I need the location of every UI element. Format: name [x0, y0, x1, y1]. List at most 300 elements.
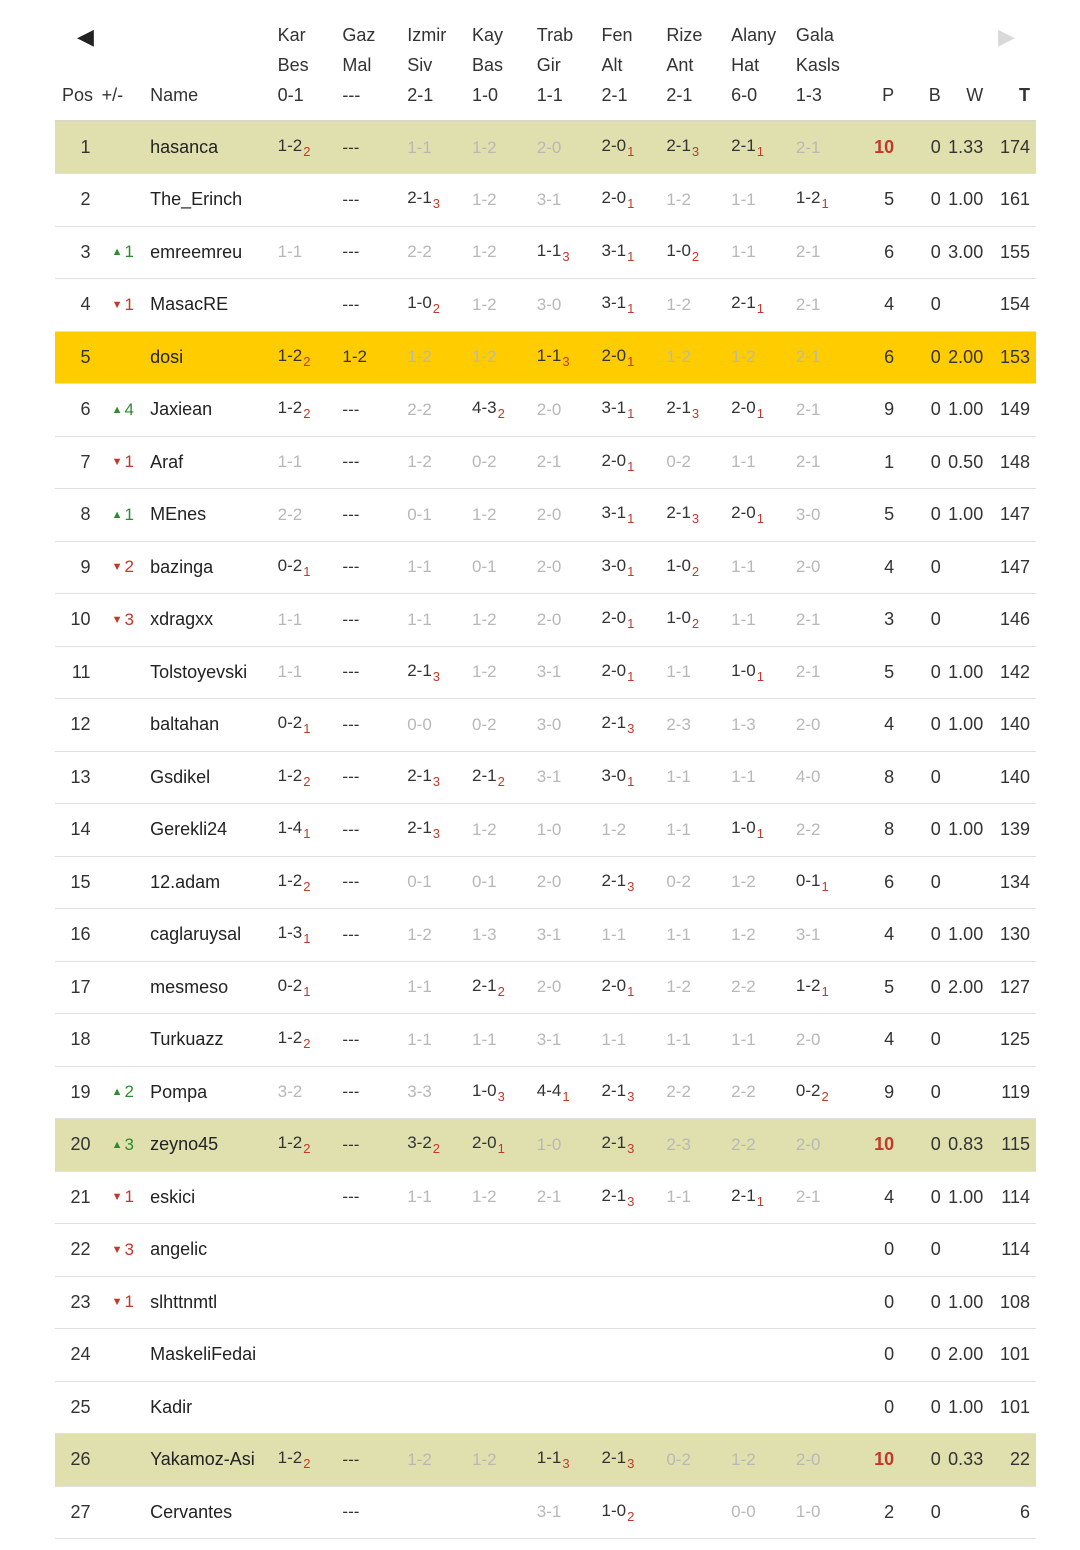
points-cell: 8 — [884, 766, 895, 787]
prediction-cell — [662, 1119, 727, 1172]
prediction-cell — [598, 751, 663, 804]
total-cell: 127 — [999, 976, 1030, 997]
bonus-cell: 0 — [930, 451, 941, 472]
position-cell: 9 — [80, 556, 91, 577]
table-row[interactable] — [55, 331, 1036, 384]
prediction-score: 2-1 — [666, 398, 691, 418]
prediction-score: 2-0 — [731, 398, 756, 418]
player-name[interactable]: Gsdikel — [150, 766, 211, 787]
points-cell: 2 — [884, 1501, 895, 1522]
prediction-cell — [598, 279, 663, 332]
match-header-line: 1-0 — [471, 85, 498, 105]
prediction-points: 1 — [562, 1088, 570, 1104]
prediction-cell — [727, 594, 792, 647]
position-cell: 27 — [70, 1501, 91, 1522]
prediction-points: 3 — [432, 668, 441, 684]
table-row[interactable] — [55, 1014, 1036, 1067]
prediction-cell — [727, 961, 792, 1014]
prediction-cell — [338, 384, 403, 437]
weekly-cell — [945, 856, 985, 909]
prediction-cell — [338, 856, 403, 909]
table-row[interactable] — [55, 1066, 1036, 1119]
prediction-cell — [468, 436, 533, 489]
prediction-score: 2-1 — [407, 188, 432, 208]
prediction-cell — [727, 489, 792, 542]
prediction-cell — [662, 541, 727, 594]
prediction-score: 3-1 — [601, 240, 627, 260]
prediction-cell — [274, 856, 339, 909]
rank-change-cell — [102, 909, 147, 962]
prediction-cell — [403, 1171, 468, 1224]
prediction-points: 2 — [627, 1508, 635, 1524]
match-header-line: 1-1 — [536, 85, 563, 105]
player-name[interactable]: Pompa — [150, 1081, 208, 1102]
position-cell: 21 — [70, 1186, 91, 1207]
weekly-cell: 2.00 — [948, 346, 984, 367]
player-name[interactable]: zeyno45 — [150, 1134, 219, 1155]
prediction-cell — [792, 279, 857, 332]
total-cell: 154 — [999, 294, 1030, 315]
weekly-cell — [945, 751, 985, 804]
player-name[interactable]: caglaruysal — [150, 924, 242, 945]
prediction-score: 2-1 — [795, 399, 821, 419]
match-header[interactable] — [792, 20, 857, 121]
weekly-header[interactable]: W — [966, 85, 984, 105]
prediction-score: 1-1 — [407, 1187, 432, 1207]
prediction-score: 1-1 — [536, 345, 562, 365]
position-cell: 13 — [70, 766, 91, 787]
match-header[interactable] — [403, 20, 468, 121]
prediction-cell — [598, 1329, 663, 1382]
prediction-cell — [403, 331, 468, 384]
points-header[interactable]: P — [882, 85, 895, 105]
prediction-cell — [403, 489, 468, 542]
prediction-cell — [533, 1119, 598, 1172]
prediction-cell — [533, 804, 598, 857]
prediction-score: 2-2 — [277, 504, 303, 524]
prediction-cell — [338, 174, 403, 227]
table-row[interactable] — [55, 384, 1036, 437]
table-row[interactable] — [55, 174, 1036, 227]
pos-header[interactable]: Pos — [62, 85, 94, 105]
player-name[interactable]: dosi — [150, 346, 184, 367]
prediction-score: 2-1 — [795, 294, 821, 314]
arrow-down-icon: ▼ — [111, 561, 123, 574]
prediction-cell — [338, 1014, 403, 1067]
player-name[interactable]: Cervantes — [150, 1501, 233, 1522]
prediction-points: 3 — [432, 826, 441, 842]
position-cell: 16 — [70, 924, 91, 945]
table-row[interactable] — [55, 1329, 1036, 1382]
prediction-cell — [468, 1434, 533, 1487]
weekly-cell — [945, 594, 985, 647]
prediction-score: --- — [342, 924, 360, 944]
points-cell: 5 — [884, 661, 895, 682]
prediction-points: 1 — [627, 458, 635, 474]
weekly-cell: 1.00 — [948, 399, 984, 420]
points-cell: 9 — [884, 1081, 895, 1102]
prediction-score: 1-0 — [666, 240, 691, 260]
prediction-points: 1 — [756, 511, 764, 527]
table-row[interactable] — [55, 226, 1036, 279]
next-arrow-icon[interactable]: ▶ — [998, 24, 1015, 49]
position-cell: 5 — [80, 346, 91, 367]
prediction-cell — [338, 1381, 403, 1434]
prediction-cell — [403, 541, 468, 594]
table-row[interactable] — [55, 1486, 1036, 1539]
match-header-line: Kasls — [795, 55, 840, 75]
rank-change-value: 1 — [124, 294, 134, 314]
player-name[interactable]: mesmeso — [150, 976, 229, 997]
prediction-cell — [403, 751, 468, 804]
rank-change-cell — [102, 121, 147, 174]
prediction-cell — [598, 646, 663, 699]
total-cell: 148 — [999, 451, 1030, 472]
match-header[interactable] — [468, 20, 533, 121]
prediction-score: 3-1 — [536, 767, 562, 787]
table-row[interactable] — [55, 594, 1036, 647]
prediction-cell — [533, 489, 598, 542]
prediction-score: --- — [342, 1082, 360, 1102]
prediction-cell — [338, 1486, 403, 1539]
prediction-cell — [533, 1329, 598, 1382]
prediction-cell — [727, 1434, 792, 1487]
total-cell: 119 — [1001, 1081, 1030, 1102]
prediction-cell — [792, 541, 857, 594]
prediction-cell — [274, 1119, 339, 1172]
table-row[interactable] — [55, 436, 1036, 489]
prediction-score: 0-2 — [666, 452, 691, 472]
prediction-cell — [598, 1486, 663, 1539]
prediction-score: 0-1 — [471, 557, 497, 577]
bonus-cell: 0 — [930, 609, 941, 630]
prediction-score: 2-0 — [795, 714, 821, 734]
prediction-score: 2-1 — [471, 765, 497, 785]
prediction-cell — [662, 909, 727, 962]
match-header[interactable] — [533, 20, 598, 121]
player-name[interactable]: Araf — [150, 451, 184, 472]
player-name[interactable]: bazinga — [150, 556, 214, 577]
prediction-score: 1-2 — [471, 504, 497, 524]
prediction-cell — [727, 1119, 792, 1172]
total-header[interactable]: T — [1019, 85, 1030, 105]
player-name[interactable]: Tolstoyevski — [150, 661, 248, 682]
bonus-cell: 0 — [930, 1291, 941, 1312]
player-name[interactable]: baltahan — [150, 714, 220, 735]
prediction-score: 4-0 — [795, 767, 821, 787]
total-cell: 174 — [999, 137, 1030, 157]
position-cell: 2 — [80, 189, 91, 210]
weekly-cell: 1.00 — [948, 504, 984, 525]
match-header-line: --- — [342, 85, 361, 105]
table-row[interactable] — [55, 1381, 1036, 1434]
prediction-cell — [598, 226, 663, 279]
player-name[interactable]: eskici — [150, 1186, 196, 1207]
player-name[interactable]: angelic — [150, 1239, 208, 1260]
prediction-score: 2-0 — [536, 137, 562, 157]
prediction-score: 1-1 — [666, 924, 691, 944]
prediction-cell — [274, 1276, 339, 1329]
player-name[interactable]: Yakamoz-Asi — [150, 1449, 255, 1470]
prediction-score: 2-0 — [601, 660, 627, 680]
prediction-cell — [662, 331, 727, 384]
table-row[interactable] — [55, 751, 1036, 804]
prediction-points: 2 — [303, 1036, 311, 1052]
prediction-points: 1 — [497, 1141, 505, 1157]
prediction-cell — [533, 279, 598, 332]
prediction-cell — [662, 489, 727, 542]
prediction-points: 1 — [756, 144, 764, 159]
prediction-cell — [792, 1014, 857, 1067]
prediction-score: 2-1 — [407, 660, 432, 680]
prediction-score: 2-2 — [731, 977, 756, 997]
table-row[interactable] — [55, 909, 1036, 962]
position-cell: 12 — [70, 714, 91, 735]
table-row[interactable] — [55, 121, 1036, 174]
prediction-cell — [662, 1224, 727, 1277]
prediction-score: 1-2 — [342, 347, 367, 367]
prediction-score: 0-1 — [407, 872, 432, 892]
prediction-score: --- — [342, 1029, 360, 1049]
table-row[interactable] — [55, 646, 1036, 699]
prediction-cell — [274, 121, 339, 174]
prediction-cell — [274, 1329, 339, 1382]
prediction-score: 2-0 — [795, 1029, 821, 1049]
prediction-cell — [662, 1276, 727, 1329]
player-name[interactable]: Jaxiean — [150, 399, 213, 420]
prediction-score: 1-2 — [731, 872, 756, 892]
table-row[interactable] — [55, 541, 1036, 594]
match-header[interactable] — [598, 20, 663, 121]
prediction-cell — [662, 1014, 727, 1067]
prediction-cell — [533, 1014, 598, 1067]
match-header-line: Kay — [471, 25, 504, 45]
prediction-score: --- — [342, 1187, 360, 1207]
arrow-up-icon: ▲ — [111, 508, 123, 521]
rank-change-value: 2 — [124, 557, 134, 577]
previous-arrow-icon[interactable]: ◀ — [77, 24, 94, 49]
player-name[interactable]: MasacRE — [150, 294, 229, 315]
prediction-cell — [662, 1434, 727, 1487]
total-cell: 147 — [999, 504, 1030, 525]
prediction-score: 2-0 — [536, 872, 562, 892]
header-row — [55, 20, 1036, 121]
change-header[interactable]: +/- — [101, 85, 124, 105]
prediction-cell — [662, 1066, 727, 1119]
match-header-line: 2-1 — [666, 85, 693, 105]
arrow-down-icon: ▼ — [111, 1243, 123, 1256]
bonus-cell: 0 — [930, 871, 941, 892]
prediction-score: 1-0 — [731, 818, 756, 838]
position-cell: 14 — [70, 819, 91, 840]
prediction-score: 2-1 — [795, 137, 821, 157]
points-cell: 0 — [884, 1239, 895, 1260]
prediction-cell — [727, 1066, 792, 1119]
weekly-cell: 0.83 — [948, 1134, 984, 1155]
prediction-cell — [338, 331, 403, 384]
prediction-score: --- — [342, 609, 360, 629]
player-name[interactable]: The_Erinch — [150, 189, 243, 210]
name-header[interactable]: Name — [150, 85, 199, 105]
match-header[interactable] — [338, 20, 403, 121]
prediction-score: 1-1 — [407, 977, 432, 997]
prediction-cell — [468, 1224, 533, 1277]
prediction-cell — [598, 331, 663, 384]
table-row[interactable] — [55, 804, 1036, 857]
prediction-cell — [662, 174, 727, 227]
rank-change-value: 1 — [124, 1292, 134, 1312]
prediction-score: 2-0 — [536, 399, 562, 419]
prediction-cell — [533, 961, 598, 1014]
prediction-points: 1 — [756, 668, 764, 684]
player-name[interactable]: MEnes — [150, 504, 207, 525]
prediction-cell — [468, 1276, 533, 1329]
prediction-cell — [792, 646, 857, 699]
prediction-points: 1 — [627, 511, 635, 527]
prediction-cell — [727, 436, 792, 489]
prediction-cell — [338, 751, 403, 804]
prediction-score: 3-1 — [536, 662, 562, 682]
prediction-cell — [403, 1014, 468, 1067]
match-header-line: Mal — [342, 55, 372, 75]
player-name[interactable]: slhttnmtl — [150, 1291, 218, 1312]
prediction-cell — [662, 804, 727, 857]
prediction-score: 1-1 — [666, 767, 691, 787]
prediction-score: 1-1 — [731, 557, 756, 577]
arrow-down-icon: ▼ — [111, 1296, 123, 1309]
player-name[interactable]: Gerekli24 — [150, 819, 228, 840]
match-header-line: 2-1 — [601, 85, 628, 105]
position-cell: 6 — [80, 399, 91, 420]
match-header-line: Bas — [471, 55, 504, 75]
match-header-line: Rize — [666, 25, 703, 45]
player-name[interactable]: hasanca — [150, 137, 219, 157]
prediction-score: 3-1 — [795, 924, 821, 944]
prediction-cell — [727, 699, 792, 752]
prediction-cell — [403, 961, 468, 1014]
match-header[interactable] — [274, 20, 339, 121]
prediction-cell — [727, 856, 792, 909]
rank-change-cell — [102, 1486, 147, 1539]
prediction-cell — [274, 594, 339, 647]
prediction-score: 2-1 — [536, 452, 562, 472]
table-row[interactable] — [55, 1119, 1036, 1172]
match-header-line: Siv — [407, 55, 433, 75]
bonus-cell: 0 — [930, 976, 941, 997]
prediction-score: 1-0 — [407, 293, 432, 313]
prediction-score: --- — [342, 662, 360, 682]
points-cell: 6 — [884, 241, 895, 262]
prediction-score: 3-0 — [601, 555, 627, 575]
rank-change-value: 2 — [124, 1082, 134, 1102]
table-row[interactable] — [55, 1171, 1036, 1224]
prediction-score: 2-0 — [601, 345, 627, 365]
match-header[interactable] — [727, 20, 792, 121]
prediction-score: 1-2 — [471, 1187, 497, 1207]
prediction-cell — [468, 751, 533, 804]
prediction-score: 1-1 — [471, 1029, 497, 1049]
prediction-cell — [403, 121, 468, 174]
prediction-cell — [403, 594, 468, 647]
prediction-cell — [468, 909, 533, 962]
prediction-cell — [468, 961, 533, 1014]
prediction-score: 1-0 — [471, 1080, 497, 1100]
prediction-score: 3-2 — [407, 1133, 432, 1153]
table-row[interactable] — [55, 1434, 1036, 1487]
player-name[interactable]: 12.adam — [150, 871, 221, 892]
prediction-cell — [468, 331, 533, 384]
player-name[interactable]: MaskeliFedai — [150, 1344, 257, 1365]
prediction-score: 3-1 — [601, 503, 627, 523]
prediction-score: 2-1 — [601, 870, 627, 890]
prediction-cell — [468, 541, 533, 594]
player-name[interactable]: xdragxx — [150, 609, 214, 630]
weekly-cell: 0.50 — [948, 451, 984, 472]
bonus-cell: 0 — [930, 1186, 941, 1207]
prediction-cell — [792, 909, 857, 962]
player-name[interactable]: Kadir — [150, 1396, 193, 1417]
prediction-cell — [274, 174, 339, 227]
total-cell: 142 — [999, 661, 1030, 682]
bonus-cell: 0 — [930, 346, 941, 367]
prediction-points: 2 — [432, 1141, 441, 1157]
bonus-header[interactable]: B — [928, 85, 941, 105]
table-row[interactable] — [55, 279, 1036, 332]
position-cell: 8 — [80, 504, 91, 525]
total-cell: 114 — [1001, 1239, 1030, 1260]
player-name[interactable]: Turkuazz — [150, 1029, 224, 1050]
prediction-points: 2 — [303, 1141, 311, 1157]
prediction-cell — [533, 646, 598, 699]
prediction-cell — [274, 751, 339, 804]
prediction-cell — [598, 1381, 663, 1434]
prediction-cell — [662, 436, 727, 489]
total-cell: 115 — [1001, 1134, 1030, 1155]
standings-body — [55, 121, 1036, 1539]
prediction-cell — [533, 1434, 598, 1487]
table-row[interactable] — [55, 489, 1036, 542]
match-header-line: Trab — [536, 25, 574, 45]
prediction-cell — [533, 174, 598, 227]
points-cell: 4 — [884, 1186, 895, 1207]
prediction-cell — [598, 121, 663, 174]
prediction-points: 3 — [691, 144, 700, 159]
prediction-cell — [468, 226, 533, 279]
prediction-cell — [468, 699, 533, 752]
prediction-score: 0-2 — [277, 975, 303, 995]
player-name[interactable]: emreemreu — [150, 241, 243, 262]
table-row[interactable] — [55, 699, 1036, 752]
prediction-cell — [792, 489, 857, 542]
position-cell: 26 — [70, 1449, 91, 1470]
prediction-score: 2-1 — [731, 1185, 756, 1205]
table-row[interactable] — [55, 1276, 1036, 1329]
prediction-score: --- — [342, 1449, 360, 1469]
prediction-score: 2-1 — [795, 609, 821, 629]
table-row[interactable] — [55, 961, 1036, 1014]
weekly-cell: 1.00 — [948, 661, 984, 682]
match-header[interactable] — [662, 20, 727, 121]
rank-change — [112, 610, 134, 629]
prediction-score: 1-2 — [471, 347, 497, 367]
table-row[interactable] — [55, 856, 1036, 909]
bonus-cell: 0 — [930, 1344, 941, 1365]
table-row[interactable] — [55, 1224, 1036, 1277]
prediction-cell — [598, 1224, 663, 1277]
prediction-score: 1-1 — [731, 452, 756, 472]
prediction-points: 1 — [756, 1193, 764, 1209]
prediction-cell — [727, 226, 792, 279]
